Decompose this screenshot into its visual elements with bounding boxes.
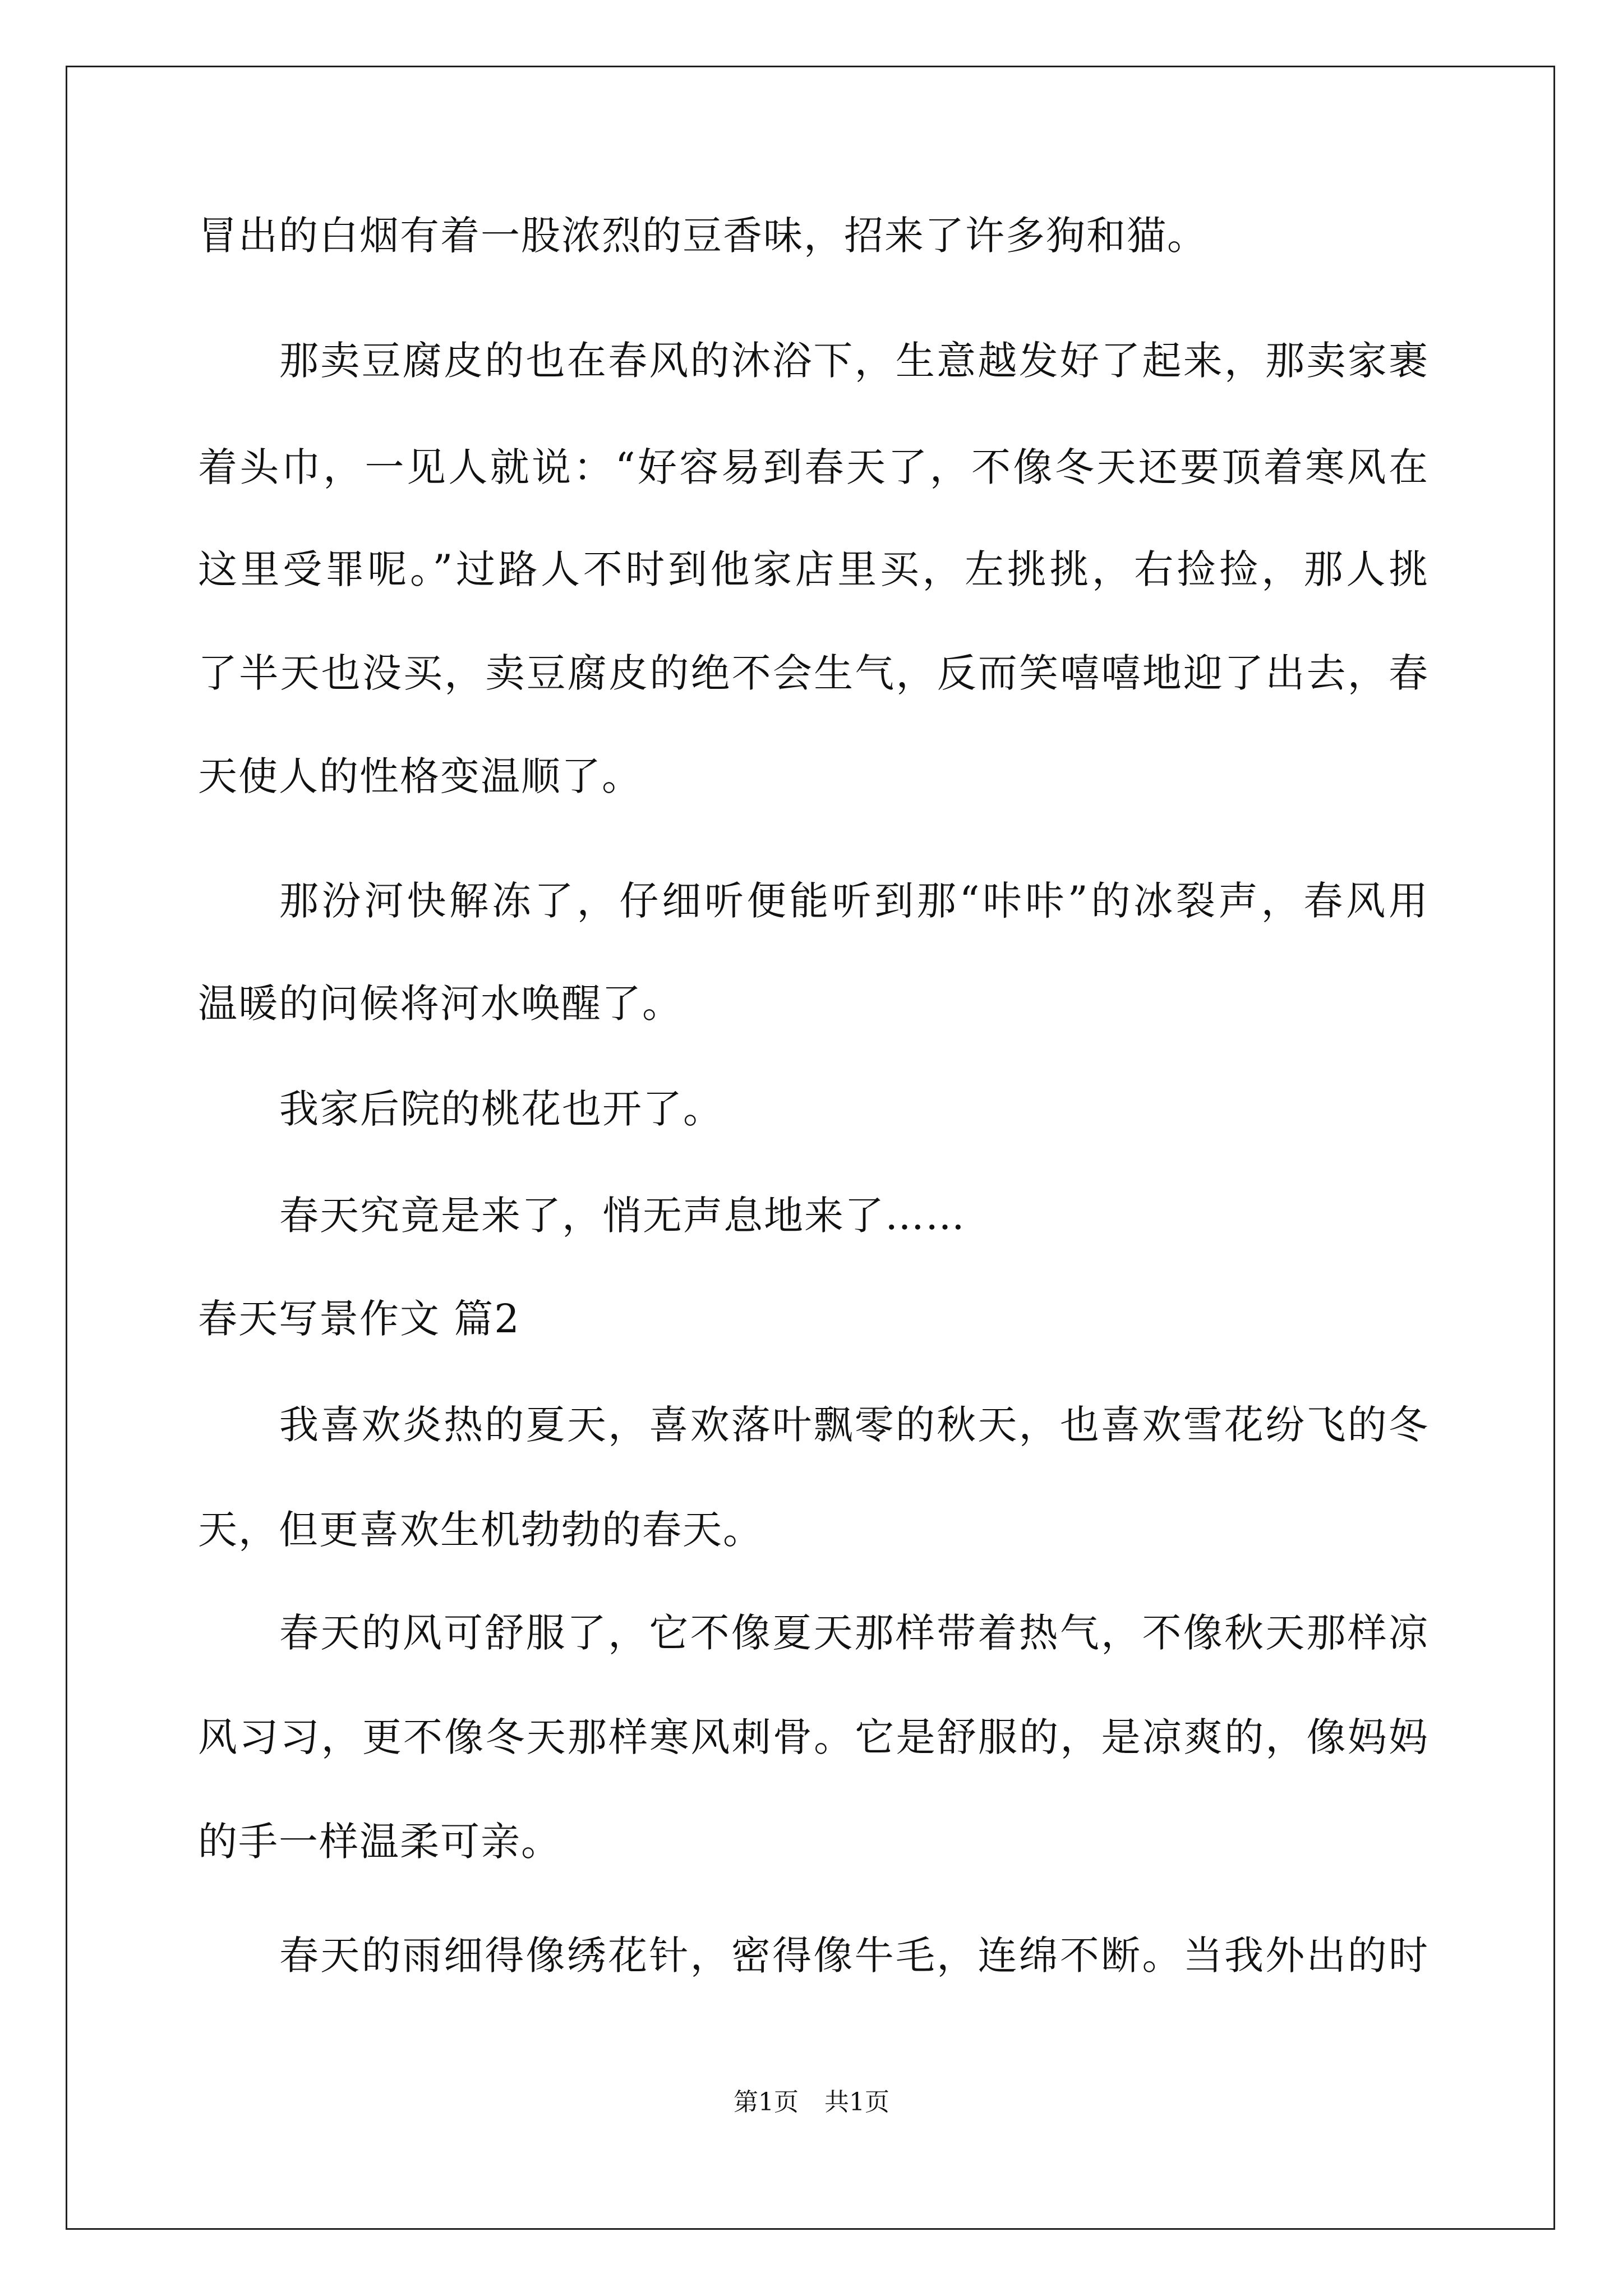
section-heading: 春天写景作文 篇2 — [198, 1296, 520, 1342]
page-number-current: 第1页 — [734, 2088, 799, 2116]
paragraph-line: 春天的雨细得像绣花针，密得像牛毛，连绵不断。当我外出的时 — [279, 1932, 1429, 1978]
paragraph-line: 我喜欢炎热的夏天，喜欢落叶飘零的秋天，也喜欢雪花纷飞的冬 — [279, 1402, 1429, 1448]
paragraph-line: 这里受罪呢。”过路人不时到他家店里买，左挑挑，右捡捡，那人挑 — [198, 546, 1429, 592]
paragraph-line: 那汾河快解冻了，仔细听便能听到那“咔咔”的冰裂声，春风用 — [279, 878, 1429, 924]
paragraph-line: 了半天也没买，卖豆腐皮的绝不会生气，反而笑嘻嘻地迎了出去，春 — [198, 650, 1429, 696]
paragraph-line: 天使人的性格变温顺了。 — [198, 753, 642, 799]
paragraph-line: 春天究竟是来了，悄无声息地来了…… — [279, 1193, 966, 1239]
page-footer — [0, 2086, 1623, 2119]
paragraph-line: 我家后院的桃花也开了。 — [279, 1086, 723, 1132]
paragraph-line: 风习习，更不像冬天那样寒风刺骨。它是舒服的，是凉爽的，像妈妈 — [198, 1714, 1429, 1760]
paragraph-line: 温暖的问候将河水唤醒了。 — [198, 981, 683, 1027]
paragraph-line: 春天的风可舒服了，它不像夏天那样带着热气，不像秋天那样凉 — [279, 1610, 1429, 1656]
paragraph-line: 天，但更喜欢生机勃勃的春天。 — [198, 1507, 763, 1553]
paragraph-line: 冒出的白烟有着一股浓烈的豆香味，招来了许多狗和猫。 — [198, 213, 1207, 259]
page-number-total: 共1页 — [824, 2088, 889, 2116]
paragraph-line: 那卖豆腐皮的也在春风的沐浴下，生意越发好了起来，那卖家裹 — [279, 338, 1429, 384]
page-border — [66, 66, 1555, 2230]
paragraph-line: 着头巾，一见人就说：“好容易到春天了，不像冬天还要顶着寒风在 — [198, 444, 1429, 490]
paragraph-line: 的手一样温柔可亲。 — [198, 1819, 561, 1865]
